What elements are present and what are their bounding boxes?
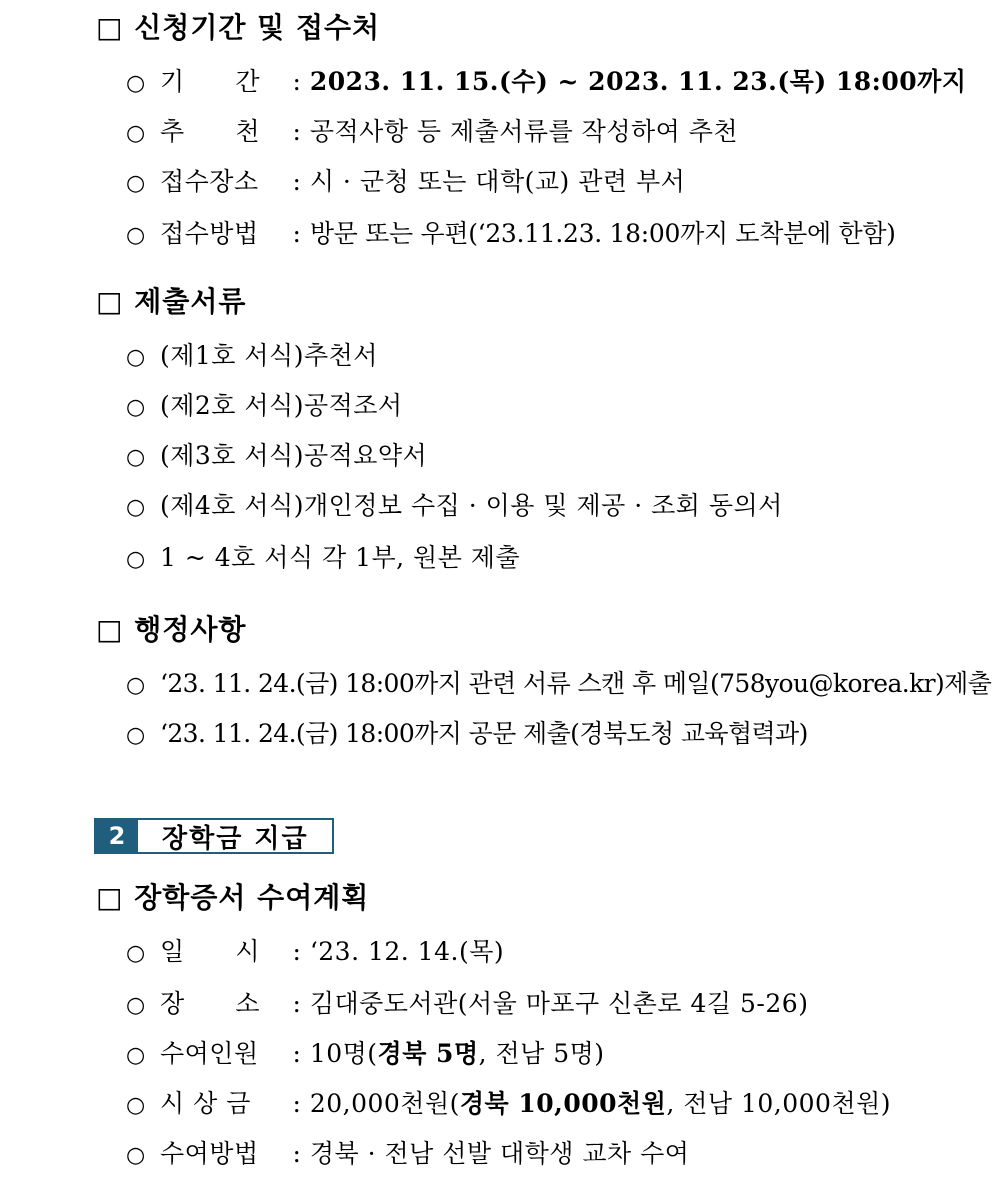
item-value: 공적사항 등 제출서류를 작성하여 추천 (309, 117, 739, 146)
item-value: ‘23. 12. 14.(목) (309, 937, 505, 966)
bullet-icon: ○ (126, 223, 146, 248)
list-item (126, 664, 991, 700)
item-text: (제2호 서식)공적조서 (160, 391, 403, 420)
item-value-pre: 10명( (309, 1039, 378, 1068)
list-item-place (126, 984, 808, 1020)
bullet-icon: ○ (126, 345, 146, 370)
heading-text: 장학증서 수여계획 (134, 881, 370, 914)
bullet-icon: ○ (126, 993, 146, 1018)
list-item-date (126, 932, 504, 968)
item-text: ‘23. 11. 24.(금) 18:00까지 공문 제출(경북도청 교육협력과) (160, 719, 808, 748)
list-item (126, 714, 808, 750)
item-value-pre: 20,000천원( (309, 1089, 460, 1118)
item-separator: : (284, 1039, 310, 1068)
bullet-icon: ○ (126, 673, 145, 698)
heading-documents (96, 280, 246, 320)
item-label: 추 천 (160, 117, 260, 146)
heading-administration (96, 608, 246, 648)
list-item (126, 486, 783, 522)
item-text: (제3호 서식)공적요약서 (160, 441, 428, 470)
item-label: 기 간 (160, 67, 260, 96)
bullet-icon: ○ (126, 121, 146, 146)
list-item (126, 538, 520, 574)
list-item-reception-method (126, 214, 896, 250)
item-separator: : (284, 937, 310, 966)
section-title: 장학금 지급 (162, 823, 309, 854)
item-value-post: , 전남 5명) (478, 1039, 605, 1068)
square-icon: □ (96, 881, 124, 914)
bullet-icon: ○ (126, 1043, 146, 1068)
list-item (126, 336, 378, 372)
list-item-recipients (126, 1034, 605, 1070)
bullet-icon: ○ (126, 445, 146, 470)
square-icon: □ (96, 11, 124, 44)
square-icon: □ (96, 285, 124, 318)
item-separator: : (284, 989, 310, 1018)
bullet-icon: ○ (126, 395, 146, 420)
item-label: 접수장소 (160, 167, 259, 196)
heading-application-period (96, 6, 380, 46)
item-text: (제4호 서식)개인정보 수집 · 이용 및 제공 · 조회 동의서 (160, 491, 783, 520)
heading-text: 행정사항 (134, 613, 247, 646)
item-separator: : (284, 117, 310, 146)
bullet-icon: ○ (126, 171, 146, 196)
item-text: ‘23. 11. 24.(금) 18:00까지 관련 서류 스캔 후 메일(758you@korea.kr)제출 (160, 669, 992, 698)
list-item-recommendation (126, 112, 738, 148)
item-separator: : (284, 219, 310, 248)
list-item-period (126, 62, 966, 98)
item-text: (제1호 서식)추천서 (160, 341, 378, 370)
item-label: 일 시 (160, 937, 260, 966)
list-item-prize (126, 1084, 891, 1120)
item-separator: : (284, 1089, 310, 1118)
bullet-icon: ○ (126, 495, 146, 520)
bullet-icon: ○ (126, 547, 146, 572)
item-value: 2023. 11. 15.(수) ~ 2023. 11. 23.(목) 18:00까지 (309, 67, 967, 96)
item-label: 수여인원 (160, 1039, 259, 1068)
heading-text: 신청기간 및 접수처 (134, 11, 381, 44)
section-header-scholarship (94, 818, 334, 854)
list-item (126, 436, 427, 472)
item-separator: : (284, 167, 310, 196)
item-value: 방문 또는 우편(‘23.11.23. 18:00까지 도착분에 한함) (309, 219, 896, 248)
bullet-icon: ○ (126, 1093, 146, 1118)
item-value: 김대중도서관(서울 마포구 신촌로 4길 5-26) (309, 989, 809, 1018)
item-separator: : (284, 67, 310, 96)
item-label: 시 상 금 (160, 1089, 251, 1118)
item-value-bold: 경북 10,000천원 (459, 1089, 667, 1118)
section-number: 2 (96, 820, 138, 852)
item-label: 장 소 (160, 989, 260, 1018)
item-label: 접수방법 (160, 219, 259, 248)
item-value-bold: 경북 5명 (377, 1039, 479, 1068)
item-text: 1 ~ 4호 서식 각 1부, 원본 제출 (160, 543, 521, 572)
bullet-icon: ○ (126, 941, 146, 966)
list-item-reception-place (126, 162, 685, 198)
item-value-post: , 전남 10,000천원) (666, 1089, 892, 1118)
item-label: 수여방법 (160, 1139, 259, 1168)
square-icon: □ (96, 613, 124, 646)
bullet-icon: ○ (126, 723, 145, 748)
item-value: 경북 · 전남 선발 대학생 교차 수여 (309, 1139, 690, 1168)
list-item (126, 386, 403, 422)
item-separator: : (284, 1139, 310, 1168)
item-value: 시 · 군청 또는 대학(교) 관련 부서 (309, 167, 686, 196)
bullet-icon: ○ (126, 1143, 146, 1168)
list-item-method (126, 1134, 689, 1170)
heading-text: 제출서류 (134, 285, 247, 318)
bullet-icon: ○ (126, 71, 146, 96)
heading-award-plan (96, 876, 369, 916)
